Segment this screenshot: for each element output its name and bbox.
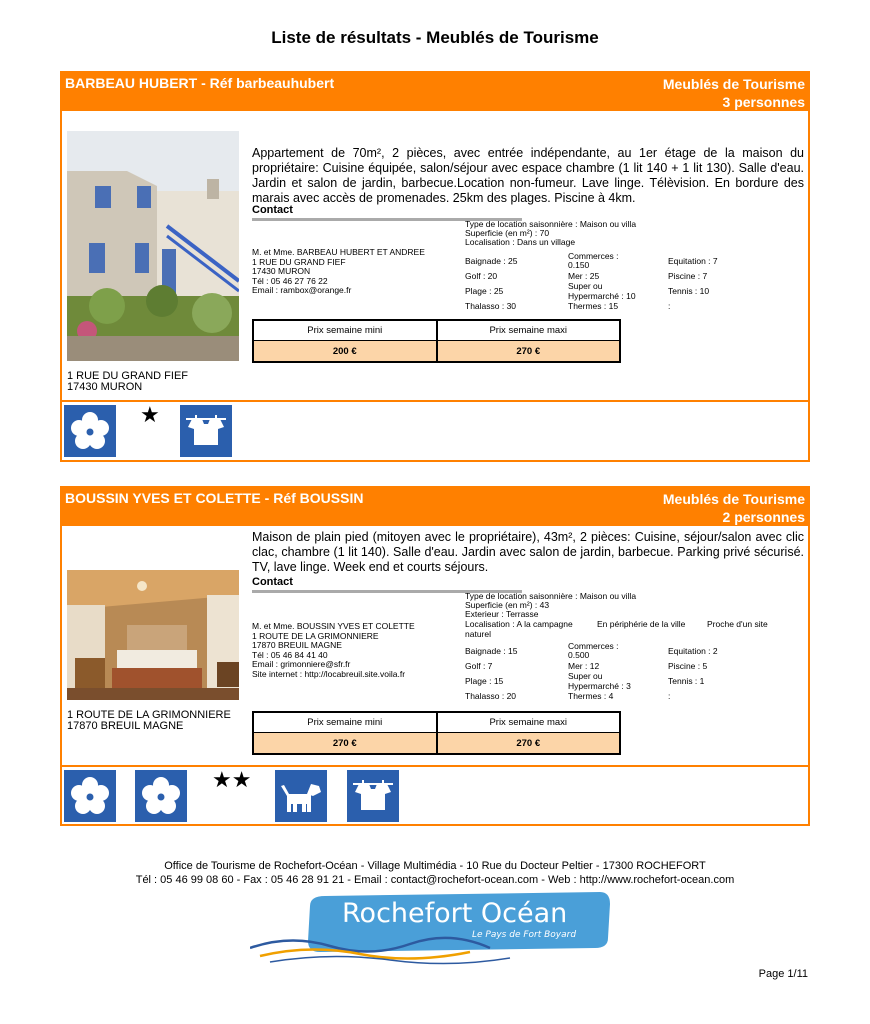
listing-name[interactable]: BOUSSIN YVES ET COLETTE - Réf BOUSSIN xyxy=(65,490,364,506)
listing-header xyxy=(62,73,808,111)
listing-address: 1 ROUTE DE LA GRIMONNIERE 17870 BREUIL MAGNE xyxy=(67,709,231,732)
distance-item: Tennis : 10 xyxy=(668,286,710,296)
laundry-icon xyxy=(347,770,399,822)
contact-label: Contact xyxy=(252,576,293,588)
rochefort-ocean-logo[interactable] xyxy=(250,886,620,966)
distance-item: Plage : 15 xyxy=(465,676,504,686)
flower-label-icon xyxy=(64,405,116,457)
price-max-header: Prix semaine maxi xyxy=(436,713,620,732)
page-number: Page 1/11 xyxy=(758,968,808,980)
distance-item: Commerces : xyxy=(568,641,619,651)
logo-tagline: Le Pays de Fort Boyard xyxy=(472,930,577,940)
price-min-value: 200 € xyxy=(332,345,357,357)
price-max-value: 270 € xyxy=(436,733,620,753)
localisation: naturel xyxy=(465,629,491,639)
flower-label-icon xyxy=(135,770,187,822)
label-icons xyxy=(62,400,808,458)
price-min-header: Prix semaine mini xyxy=(307,325,383,336)
star-rating-icon: ★★ xyxy=(212,767,252,792)
distance-item: Thalasso : 20 xyxy=(465,691,517,701)
owner-contact: M. et Mme. BARBEAU HUBERT ET ANDREE 1 RUE DU GRAND FIEF 17430 MURON Tél : 05 46 27 76 22 Email : rambox@orange.fr xyxy=(252,248,462,296)
listing-body xyxy=(62,526,808,766)
flower-label-icon xyxy=(64,770,116,822)
distance-item: 0.150 xyxy=(568,260,590,270)
distance-item: 0.500 xyxy=(568,650,590,660)
localisation: Proche d'un site xyxy=(707,619,768,629)
distance-item: Baignade : 25 xyxy=(465,256,518,266)
localisation: En périphérie de la ville xyxy=(597,619,686,629)
listing-specs: Type de location saisonnière : Maison ou villa Superficie (en m²) : 70 Localisation : Dans un village xyxy=(465,219,637,247)
listing-card xyxy=(60,71,810,462)
price-min-value: 270 € xyxy=(332,737,357,749)
pets-allowed-icon xyxy=(275,770,327,822)
logo-text: Rochefort Océan xyxy=(342,898,568,929)
owner-email[interactable]: Email : rambox@orange.fr xyxy=(252,285,352,295)
listing-description: Appartement de 70m², 2 pièces, avec entrée indépendante, au 1er étage de la maison du propriétaire: Cuisine équipée, salon/séjour avec espace chambre (1 lit 140 + 1 lit 130). Salle d'eau. Jardin et salon de jardin, barbecue.Location non-fumeur. Lave linge. Télèvision. En bordure des marais avec accès de promenades. 25km des plages. Piscine à 4km. xyxy=(252,146,804,205)
laundry-icon xyxy=(180,405,232,457)
distance-item: Plage : 25 xyxy=(465,286,504,296)
distance-item: Thermes : 4 xyxy=(568,691,614,701)
star-rating-icon: ★ xyxy=(140,402,160,427)
distance-item: Thermes : 15 xyxy=(568,301,619,311)
distance-item: Mer : 12 xyxy=(568,661,600,671)
listing-photo[interactable] xyxy=(67,131,239,361)
price-max-value: 270 € xyxy=(436,341,620,361)
distance-item: Equitation : 7 xyxy=(668,256,718,266)
listing-category: Meublés de Tourisme 3 personnes xyxy=(662,76,805,110)
distance-item: : xyxy=(668,301,671,311)
contact-label: Contact xyxy=(252,204,293,216)
listing-header xyxy=(62,488,808,526)
distance-item: Tennis : 1 xyxy=(668,676,705,686)
listing-card xyxy=(60,486,810,826)
distance-item: Piscine : 7 xyxy=(668,271,708,281)
listing-body xyxy=(62,111,808,402)
distance-item: Hypermarché : 10 xyxy=(568,291,636,301)
distance-item: Thalasso : 30 xyxy=(465,301,517,311)
distance-item: Commerces : xyxy=(568,251,619,261)
owner-contact: M. et Mme. BOUSSIN YVES ET COLETTE 1 ROUTE DE LA GRIMONNIERE 17870 BREUIL MAGNE Tél : 05 46 84 41 40 Email : grimonniere@sfr.fr Site internet : http://locabreuil.site.voila.fr xyxy=(252,622,462,679)
price-max-header: Prix semaine maxi xyxy=(436,321,620,340)
distance-item: Equitation : 2 xyxy=(668,646,718,656)
distance-item: Super ou xyxy=(568,281,603,291)
distance-item: Golf : 7 xyxy=(465,661,493,671)
owner-website[interactable]: Site internet : http://locabreuil.site.voila.fr xyxy=(252,668,406,679)
listing-address: 1 RUE DU GRAND FIEF 17430 MURON xyxy=(67,370,189,393)
distance-item: Super ou xyxy=(568,671,603,681)
footer-contact: Tél : 05 46 99 08 60 - Fax : 05 46 28 91 21 - Email : contact@rochefort-ocean.com - Web : http://www.rochefort-ocean.com xyxy=(135,874,735,886)
distance-item: Piscine : 5 xyxy=(668,661,708,671)
footer-address: Office de Tourisme de Rochefort-Océan - Village Multimédia - 10 Rue du Docteur Peltier - 17300 ROCHEFORT xyxy=(164,860,706,872)
distance-item: Mer : 25 xyxy=(568,271,600,281)
label-icons xyxy=(62,765,808,823)
distance-item: Golf : 20 xyxy=(465,271,498,281)
listing-name[interactable]: BARBEAU HUBERT - Réf barbeauhubert xyxy=(65,75,335,91)
distance-item: Hypermarché : 3 xyxy=(568,681,631,691)
price-table xyxy=(252,711,621,755)
distance-item: : xyxy=(668,691,671,701)
listing-specs: Type de location saisonnière : Maison ou villa Superficie (en m²) : 43 Exterieur : Terrasse xyxy=(465,591,637,619)
distance-item: Baignade : 15 xyxy=(465,646,518,656)
localisation: Localisation : A la campagne xyxy=(465,619,573,629)
listing-description: Maison de plain pied (mitoyen avec le propriétaire), 43m², 2 pièces: Cuisine, séjour/salon avec clic clac, chambre (1 lit 140). Salle d'eau. Jardin avec salon de jardin, barbecue. Parking privé sécurisé. TV, lave linge. Week end et courts séjours. xyxy=(252,530,804,574)
page-title: Liste de résultats - Meublés de Tourisme xyxy=(271,28,599,47)
price-min-header: Prix semaine mini xyxy=(307,717,383,728)
listing-category: Meublés de Tourisme 2 personnes xyxy=(662,491,805,525)
owner-email[interactable]: Email : grimonniere@sfr.fr xyxy=(252,659,351,669)
listing-photo[interactable] xyxy=(67,570,239,700)
price-table xyxy=(252,319,621,363)
